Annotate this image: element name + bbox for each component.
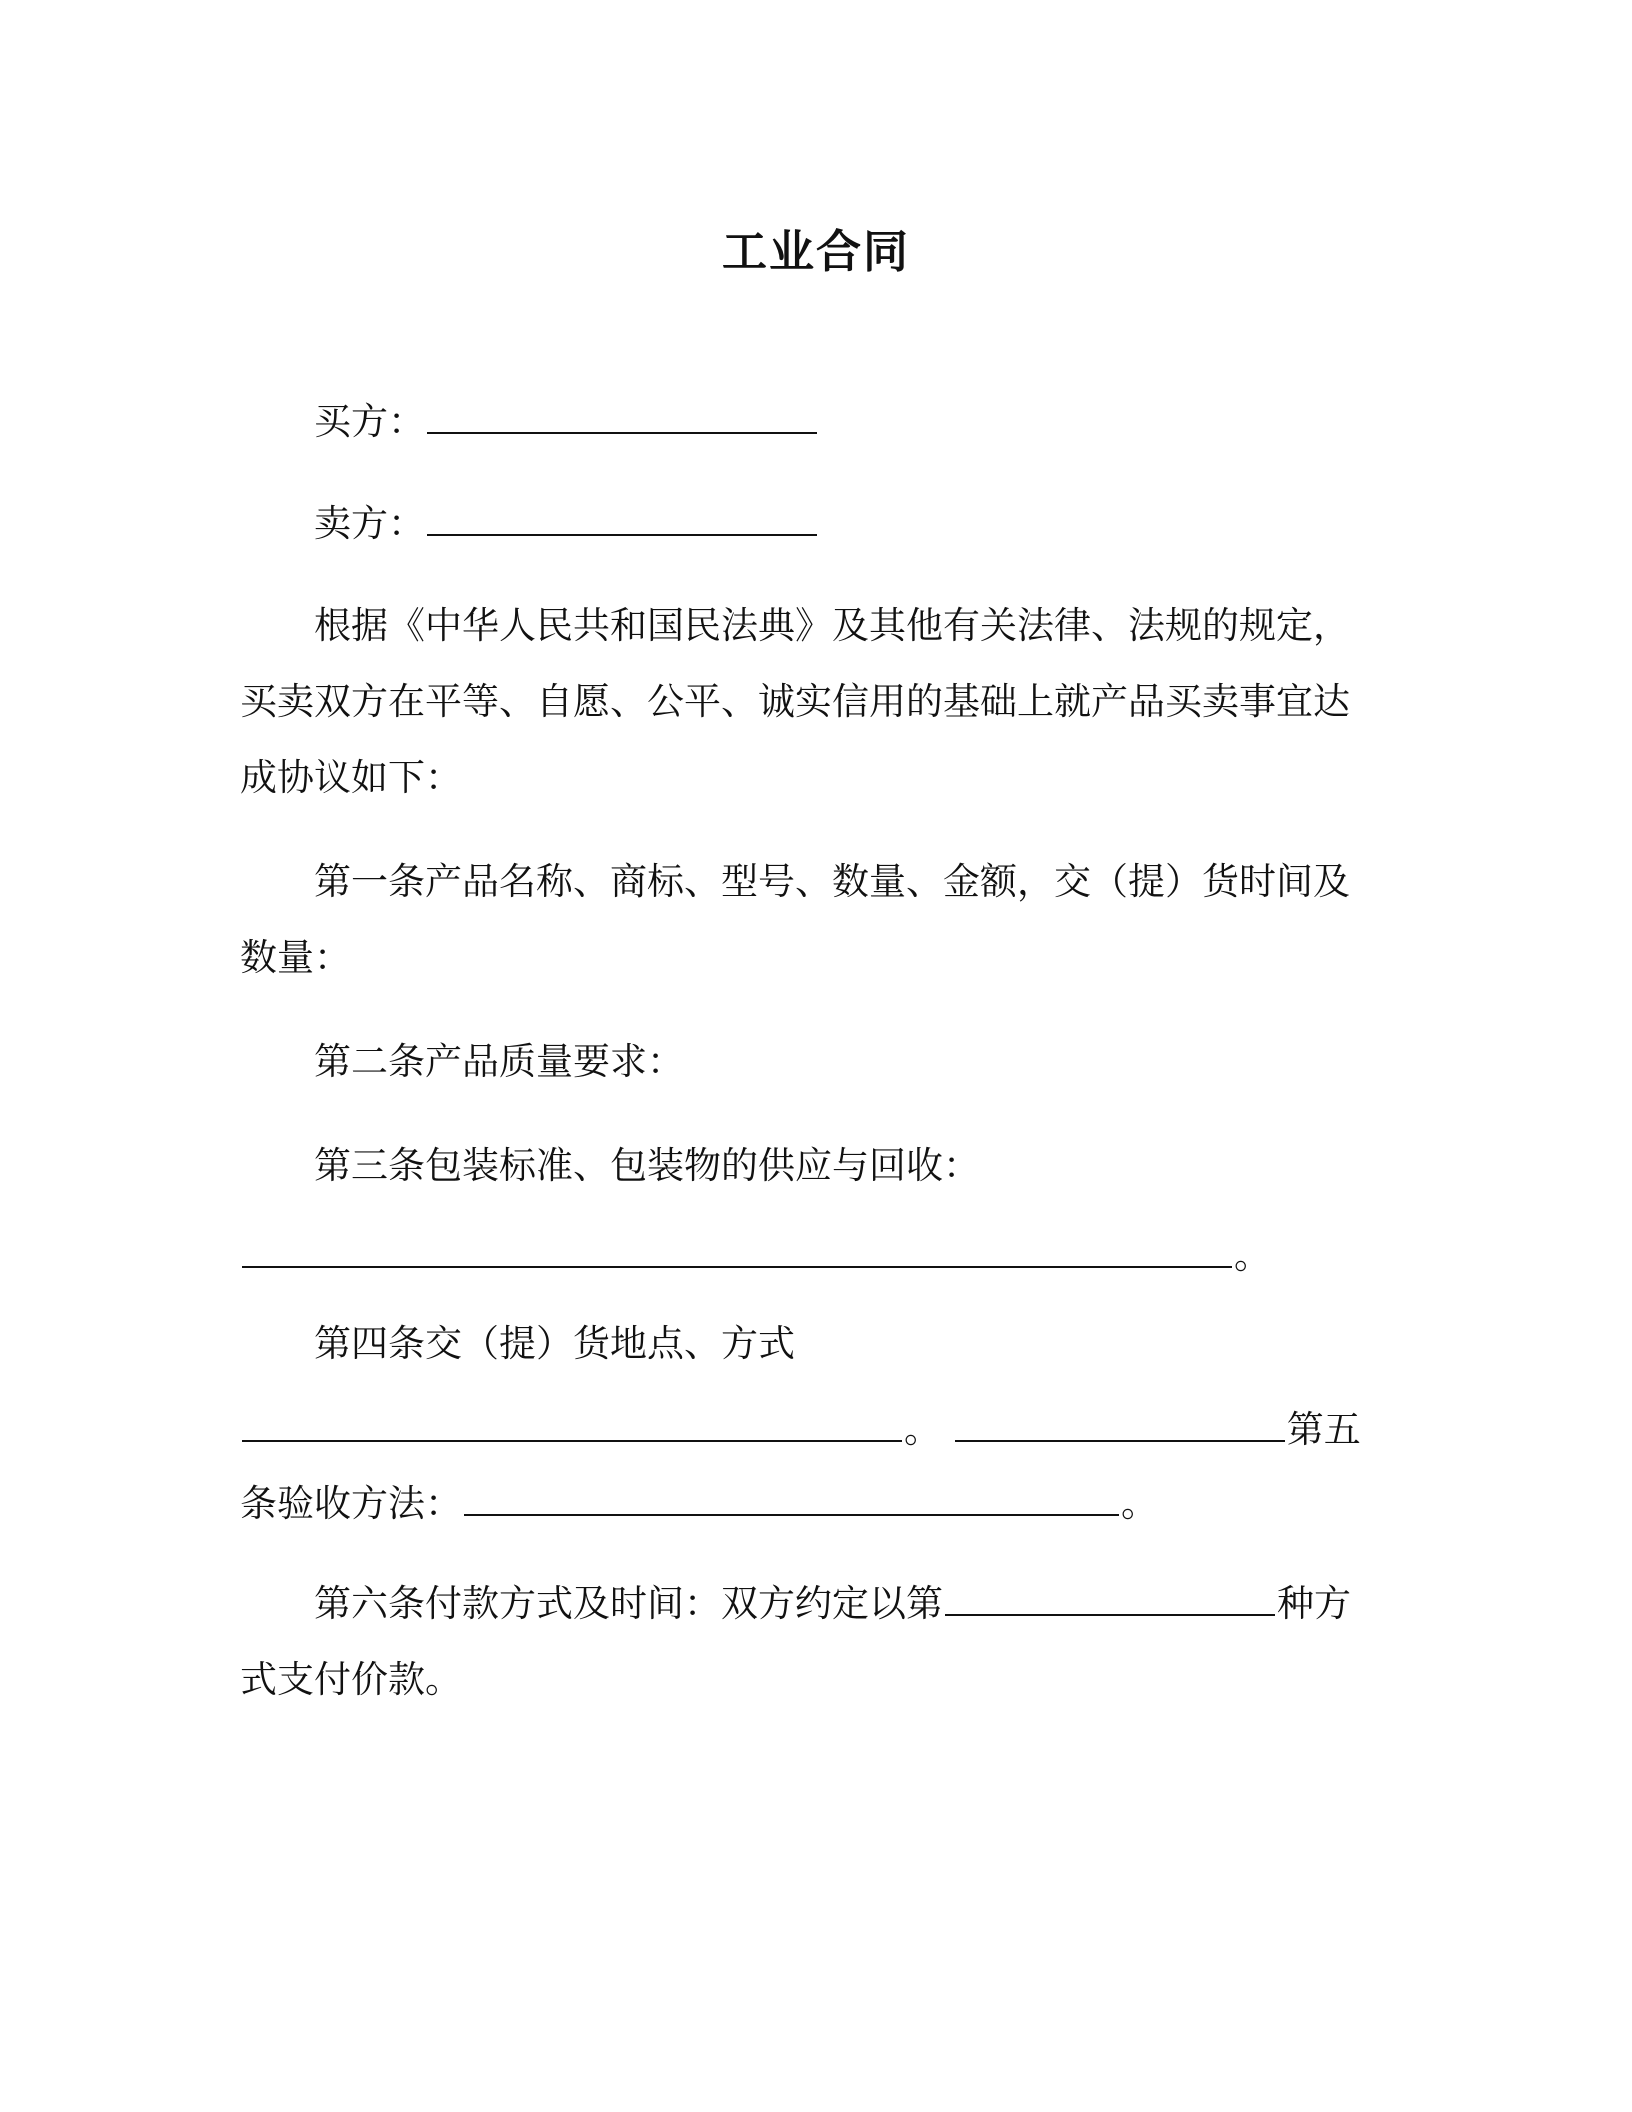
article-3-period: 。 [1234, 1234, 1271, 1277]
article-6-line-1 [314, 1580, 1424, 1628]
intro-paragraph-line-3: 成协议如下： [240, 756, 462, 799]
buyer-line [314, 398, 1424, 446]
article-4-blank[interactable] [242, 1410, 902, 1442]
article-3-blank[interactable] [242, 1236, 1232, 1268]
article-2: 第二条产品质量要求： [314, 1040, 684, 1083]
article-5-period: 。 [1121, 1482, 1158, 1525]
seller-label: 卖方： [314, 502, 425, 545]
buyer-label: 买方： [314, 400, 425, 443]
intro-paragraph-line-1: 根据《中华人民共和国民法典》及其他有关法律、法规的规定， [314, 604, 1350, 647]
buyer-blank[interactable] [427, 402, 817, 434]
seller-blank[interactable] [427, 504, 817, 536]
article-4: 第四条交（提）货地点、方式 [314, 1322, 795, 1365]
article-5-line [240, 1480, 1350, 1528]
inspection-method-blank[interactable] [464, 1484, 1119, 1516]
article-3-fill-line [240, 1232, 1350, 1280]
payment-method-blank[interactable] [945, 1584, 1275, 1616]
article-4-extra-blank[interactable] [955, 1410, 1285, 1442]
article-5-head: 第五 [1286, 1408, 1361, 1451]
intro-paragraph-line-2: 买卖双方在平等、自愿、公平、诚实信用的基础上就产品买卖事宜达 [240, 680, 1350, 723]
article-1-line-1: 第一条产品名称、商标、型号、数量、金额，交（提）货时间及 [314, 860, 1350, 903]
document-title: 工业合同 [721, 225, 910, 278]
article-1-line-2: 数量： [240, 936, 351, 979]
article-6-text: 第六条付款方式及时间：双方约定以第 [314, 1582, 943, 1625]
seller-line [314, 500, 1424, 548]
article-3: 第三条包装标准、包装物的供应与回收： [314, 1144, 980, 1187]
article-6-line-2: 式支付价款。 [240, 1658, 462, 1701]
article-4-period: 。 [904, 1408, 953, 1451]
article-5-label: 条验收方法： [240, 1482, 462, 1525]
article-6-tail: 种方 [1277, 1582, 1351, 1625]
article-4-fill-line [240, 1406, 1361, 1454]
